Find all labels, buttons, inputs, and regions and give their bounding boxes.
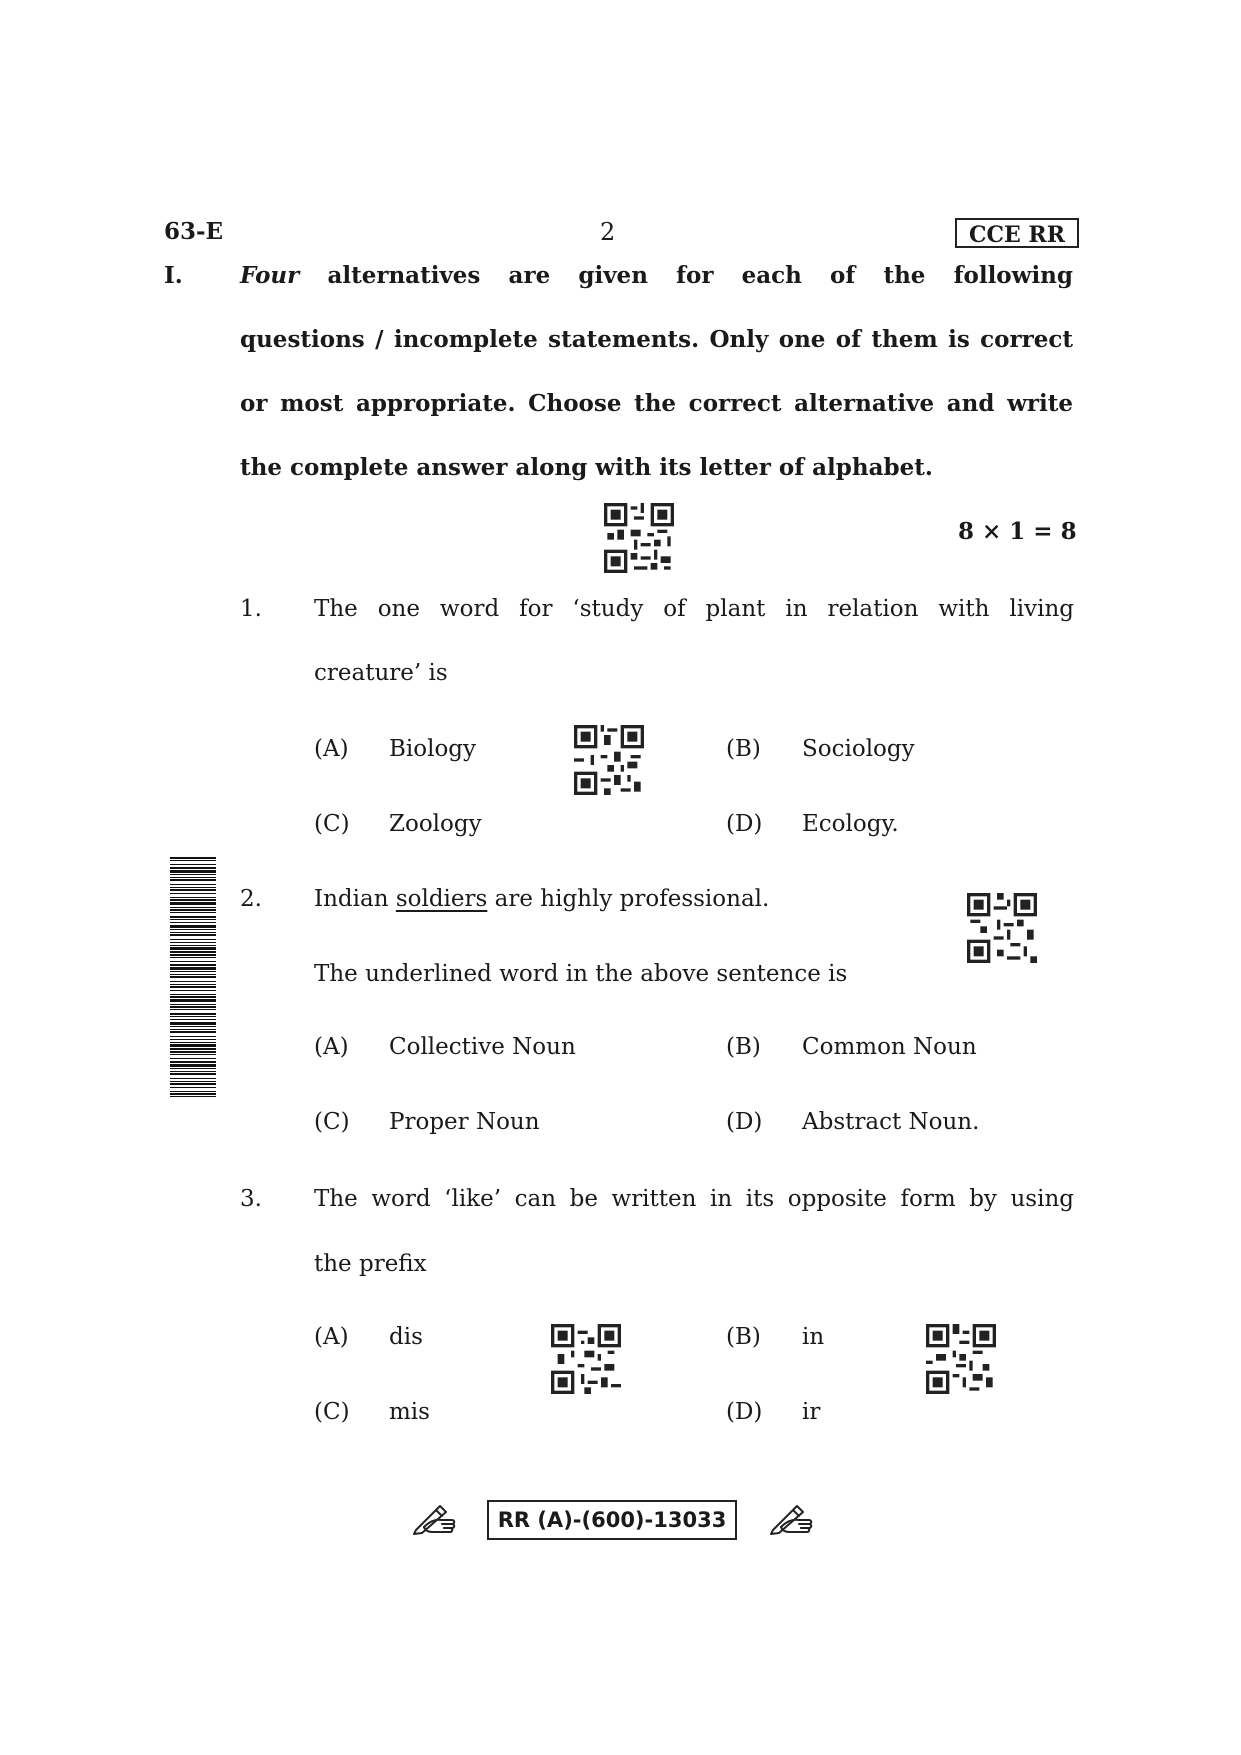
barcode-bar <box>170 996 216 998</box>
barcode-bar <box>170 857 216 859</box>
q1-option-b-text: Sociology <box>802 736 915 762</box>
barcode-bar <box>170 916 216 918</box>
q2-option-d-letter: (D) <box>726 1109 763 1135</box>
barcode-icon <box>170 857 216 1097</box>
q2-option-d-text: Abstract Noun. <box>802 1109 980 1135</box>
barcode-bar <box>170 877 216 878</box>
barcode-bar <box>170 860 216 861</box>
instruction-line-4: the complete answer along with its letter of alphabet. <box>240 454 933 481</box>
instruction-line-3: or most appropriate. Choose the correct alternative and write <box>240 390 1073 417</box>
barcode-bar <box>170 934 216 936</box>
barcode-bar <box>170 1039 216 1040</box>
question-1-line-1: The one word for ‘study of plant in relation with living <box>314 596 1074 622</box>
question-3-number: 3. <box>240 1186 262 1212</box>
barcode-bar <box>170 945 216 946</box>
q2-option-b-text: Common Noun <box>802 1034 977 1060</box>
barcode-bar <box>170 951 216 953</box>
q2-option-b-letter: (B) <box>726 1034 761 1060</box>
barcode-bar <box>170 961 216 962</box>
barcode-bar <box>170 1051 216 1053</box>
barcode-bar <box>170 899 216 901</box>
q3-option-d-text: ir <box>802 1399 821 1425</box>
barcode-bar <box>170 1083 216 1085</box>
barcode-bar <box>170 942 216 943</box>
barcode-bar <box>170 907 216 908</box>
q1-option-c-text: Zoology <box>389 811 482 837</box>
barcode-bar <box>170 1026 216 1027</box>
barcode-bar <box>170 1078 216 1079</box>
barcode-bar <box>170 879 216 881</box>
question-2-number: 2. <box>240 886 262 912</box>
writing-hand-icon <box>767 1497 815 1535</box>
barcode-bar <box>170 1073 216 1075</box>
q1-option-d-letter: (D) <box>726 811 763 837</box>
barcode-bar <box>170 1054 216 1055</box>
barcode-bar <box>170 897 216 898</box>
barcode-bar <box>170 976 216 978</box>
marks-allocation: 8 × 1 = 8 <box>958 518 1077 545</box>
barcode-bar <box>170 919 216 920</box>
question-2-text-post: are highly professional. <box>494 886 770 912</box>
barcode-bar <box>170 1068 216 1069</box>
barcode-bar <box>170 929 216 930</box>
barcode-bar <box>170 1071 216 1072</box>
instruction-line-1 <box>240 259 1073 293</box>
barcode-bar <box>170 1048 216 1050</box>
q3-option-c-text: mis <box>389 1399 430 1425</box>
qr-code-icon <box>926 1324 996 1394</box>
barcode-bar <box>170 922 216 923</box>
barcode-bar <box>170 1022 216 1025</box>
q3-option-a-text: dis <box>389 1324 423 1350</box>
barcode-bar <box>170 889 216 891</box>
q2-option-c-letter: (C) <box>314 1109 350 1135</box>
barcode-bar <box>170 1009 216 1010</box>
question-2-line-2: The underlined word in the above sentence is <box>314 961 848 987</box>
paper-code: 63-E <box>164 218 224 245</box>
barcode-bar <box>170 1029 216 1030</box>
question-3-line-2: the prefix <box>314 1251 427 1277</box>
q3-option-b-text: in <box>802 1324 825 1350</box>
barcode-bar <box>170 893 216 894</box>
barcode-bar <box>170 974 216 975</box>
footer-code-box: RR (A)-(600)-13033 <box>487 1500 737 1540</box>
barcode-bar <box>170 1004 216 1005</box>
barcode-bar <box>170 1031 216 1033</box>
barcode-bar <box>170 1058 216 1059</box>
q3-option-c-letter: (C) <box>314 1399 350 1425</box>
barcode-bar <box>170 1093 216 1095</box>
barcode-bar <box>170 867 216 869</box>
barcode-bar <box>170 990 216 991</box>
instruction-emphasis: Four <box>240 262 300 289</box>
qr-code-icon <box>574 725 644 795</box>
q2-option-a-text: Collective Noun <box>389 1034 576 1060</box>
barcode-bar <box>170 902 216 905</box>
question-3-line-1: The word ‘like’ can be written in its opposite form by using <box>314 1186 1074 1212</box>
barcode-bar <box>170 939 216 940</box>
barcode-bar <box>170 912 216 913</box>
question-1-number: 1. <box>240 596 262 622</box>
series-box: CCE RR <box>955 218 1079 248</box>
section-number: I. <box>164 262 183 289</box>
page-number: 2 <box>600 218 616 246</box>
q2-option-a-letter: (A) <box>314 1034 349 1060</box>
instruction-line-2: questions / incomplete statements. Only one of them is correct <box>240 326 1073 353</box>
q3-option-a-letter: (A) <box>314 1324 349 1350</box>
barcode-bar <box>170 981 216 982</box>
barcode-bar <box>170 947 216 950</box>
barcode-bar <box>170 971 216 972</box>
barcode-bar <box>170 1061 216 1063</box>
barcode-bar <box>170 874 216 875</box>
barcode-bar <box>170 1013 216 1015</box>
q3-option-b-letter: (B) <box>726 1324 761 1350</box>
barcode-bar <box>170 1044 216 1047</box>
barcode-bar <box>170 967 216 970</box>
barcode-bar <box>170 870 216 873</box>
barcode-bar <box>170 1016 216 1017</box>
q1-option-a-text: Biology <box>389 736 477 762</box>
barcode-bar <box>170 964 216 966</box>
barcode-bar <box>170 1006 216 1008</box>
barcode-bar <box>170 1042 216 1043</box>
barcode-bar <box>170 999 216 1002</box>
barcode-bar <box>170 986 216 988</box>
question-1-line-2: creature’ is <box>314 660 448 686</box>
barcode-bar <box>170 932 216 933</box>
barcode-bar <box>170 1087 216 1088</box>
question-2-text-pre: Indian <box>314 886 389 912</box>
q3-option-d-letter: (D) <box>726 1399 763 1425</box>
barcode-bar <box>170 887 216 888</box>
barcode-bar <box>170 1036 216 1037</box>
barcode-bar <box>170 925 216 928</box>
barcode-bar <box>170 1081 216 1082</box>
barcode-bar <box>170 984 216 985</box>
q2-option-c-text: Proper Noun <box>389 1109 540 1135</box>
barcode-bar <box>170 864 216 865</box>
qr-code-icon <box>967 893 1037 963</box>
q1-option-b-letter: (B) <box>726 736 761 762</box>
barcode-bar <box>170 954 216 956</box>
barcode-bar <box>170 1091 216 1092</box>
q1-option-d-text: Ecology. <box>802 811 899 837</box>
qr-code-icon <box>551 1324 621 1394</box>
instruction-line-1-rest: alternatives are given for each of the following <box>327 262 1073 289</box>
question-2-line-1 <box>314 882 914 916</box>
writing-hand-icon <box>410 1497 458 1535</box>
barcode-bar <box>170 1019 216 1020</box>
question-2-underlined-word: soldiers <box>395 886 488 912</box>
barcode-bar <box>170 994 216 995</box>
barcode-bar <box>170 957 216 958</box>
q1-option-c-letter: (C) <box>314 811 350 837</box>
q1-option-a-letter: (A) <box>314 736 349 762</box>
qr-code-icon <box>604 503 674 573</box>
barcode-bar <box>170 1064 216 1067</box>
barcode-bar <box>170 884 216 885</box>
barcode-bar <box>170 1096 216 1097</box>
barcode-bar <box>170 909 216 911</box>
